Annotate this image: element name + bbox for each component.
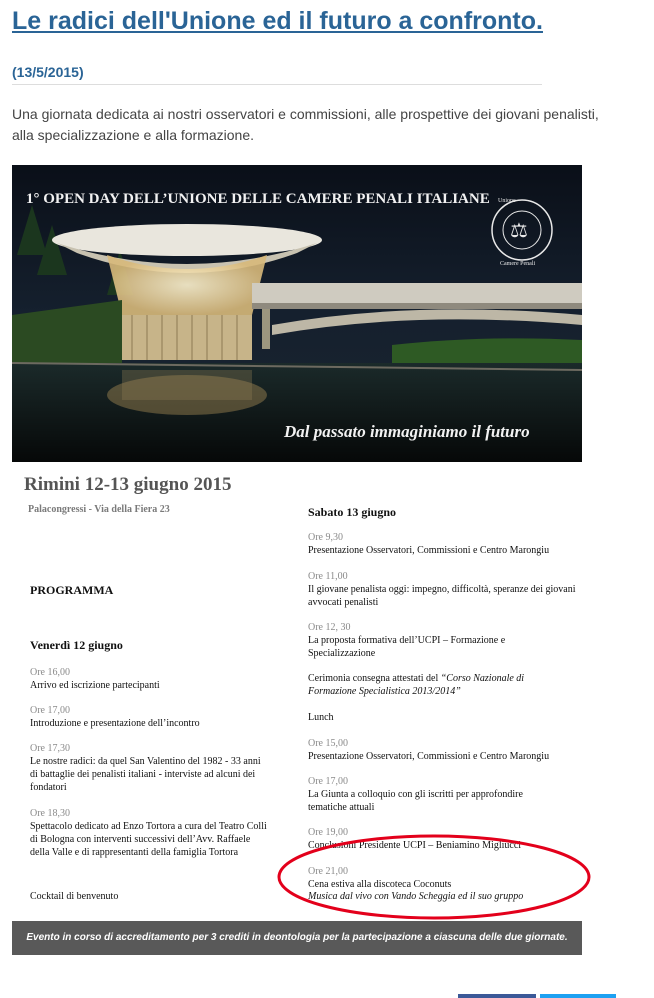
saturday-item: Conclusioni Presidente UCPI – Beniamino Migliucci <box>308 840 522 851</box>
friday-heading: Venerdì 12 giugno <box>30 638 123 652</box>
twitter-share-button[interactable] <box>540 994 616 998</box>
svg-text:Unione: Unione <box>498 198 516 204</box>
article-title[interactable]: Le radici dell'Unione ed il futuro a confronto. <box>12 7 543 35</box>
friday-item: Arrivo ed iscrizione partecipanti <box>30 680 160 691</box>
divider <box>12 84 542 85</box>
article-date: (13/5/2015) <box>12 64 84 80</box>
svg-text:Camere Penali: Camere Penali <box>500 261 536 267</box>
banner-tagline: Dal passato immaginiamo il futuro <box>284 422 530 441</box>
ceremony-course: “Corso Nazionale di Formazione Specialistica 2013/2014” <box>308 673 525 697</box>
program-venue: Palacongressi - Via della Fiera 23 <box>28 504 170 515</box>
highlight-ellipse <box>276 832 596 922</box>
saturday-time: Ore 19,00 <box>308 827 348 838</box>
friday-time: Ore 17,30 <box>30 743 70 754</box>
saturday-time: Ore 15,00 <box>308 738 348 749</box>
svg-text:⚖: ⚖ <box>510 220 528 242</box>
programma-label: PROGRAMMA <box>30 583 114 597</box>
friday-time: Ore 18,30 <box>30 808 70 819</box>
saturday-item: La proposta formativa dell’UCPI – Formazione e Specializzazione <box>308 635 506 659</box>
saturday-time: Ore 12, 30 <box>308 622 351 633</box>
facebook-share-button[interactable] <box>458 994 536 998</box>
friday-closing: Cocktail di benvenuto <box>30 891 119 902</box>
saturday-item: Presentazione Osservatori, Commissioni e Centro Marongiu <box>308 545 550 556</box>
event-banner-image <box>12 165 582 462</box>
program-city-dates: Rimini 12-13 giugno 2015 <box>24 474 232 495</box>
ceremony-text: Cerimonia consegna attestati del <box>308 673 441 684</box>
banner-heading: 1° OPEN DAY DELL’UNIONE DELLE CAMERE PENALI ITALIANE <box>26 191 490 207</box>
saturday-item: Cena estiva alla discoteca Coconuts <box>308 879 452 890</box>
saturday-item-sub: Musica dal vivo con Vando Scheggia ed il suo gruppo <box>308 891 524 902</box>
saturday-time: Ore 17,00 <box>308 776 348 787</box>
saturday-time: Ore 9,30 <box>308 532 343 543</box>
friday-time: Ore 16,00 <box>30 667 70 678</box>
article-intro: Una giornata dedicata ai nostri osservatori e commissioni, alle prospettive dei giovani penalisti, alla specializzazione e alla formazione. <box>12 106 599 143</box>
saturday-heading: Sabato 13 giugno <box>308 505 397 519</box>
lunch-item: Lunch <box>308 712 334 723</box>
ceremony-item <box>308 672 558 698</box>
accreditation-banner: Evento in corso di accreditamento per 3 crediti in deontologia per la partecipazione a ciascuna delle due giornate. <box>12 921 582 955</box>
saturday-item: La Giunta a colloquio con gli iscritti per approfondire tematiche attuali <box>308 789 523 813</box>
friday-item: Le nostre radici: da quel San Valentino del 1982 - 33 anni di battaglie dei penalisti italiani - interviste ad alcuni dei fondatori <box>30 756 261 793</box>
saturday-time: Ore 11,00 <box>308 571 348 582</box>
saturday-item: Presentazione Osservatori, Commissioni e Centro Marongiu <box>308 751 550 762</box>
friday-time: Ore 17,00 <box>30 705 70 716</box>
friday-item: Introduzione e presentazione dell’incontro <box>30 718 200 729</box>
saturday-time: Ore 21,00 <box>308 866 348 877</box>
saturday-item: Il giovane penalista oggi: impegno, difficoltà, speranze dei giovani avvocati penalisti <box>308 584 576 608</box>
friday-item: Spettacolo dedicato ad Enzo Tortora a cura del Teatro Colli di Bologna con interventi successivi dell’Avv. Raffaele della Valle e di rappresentanti della famiglia Tortora <box>30 821 267 858</box>
